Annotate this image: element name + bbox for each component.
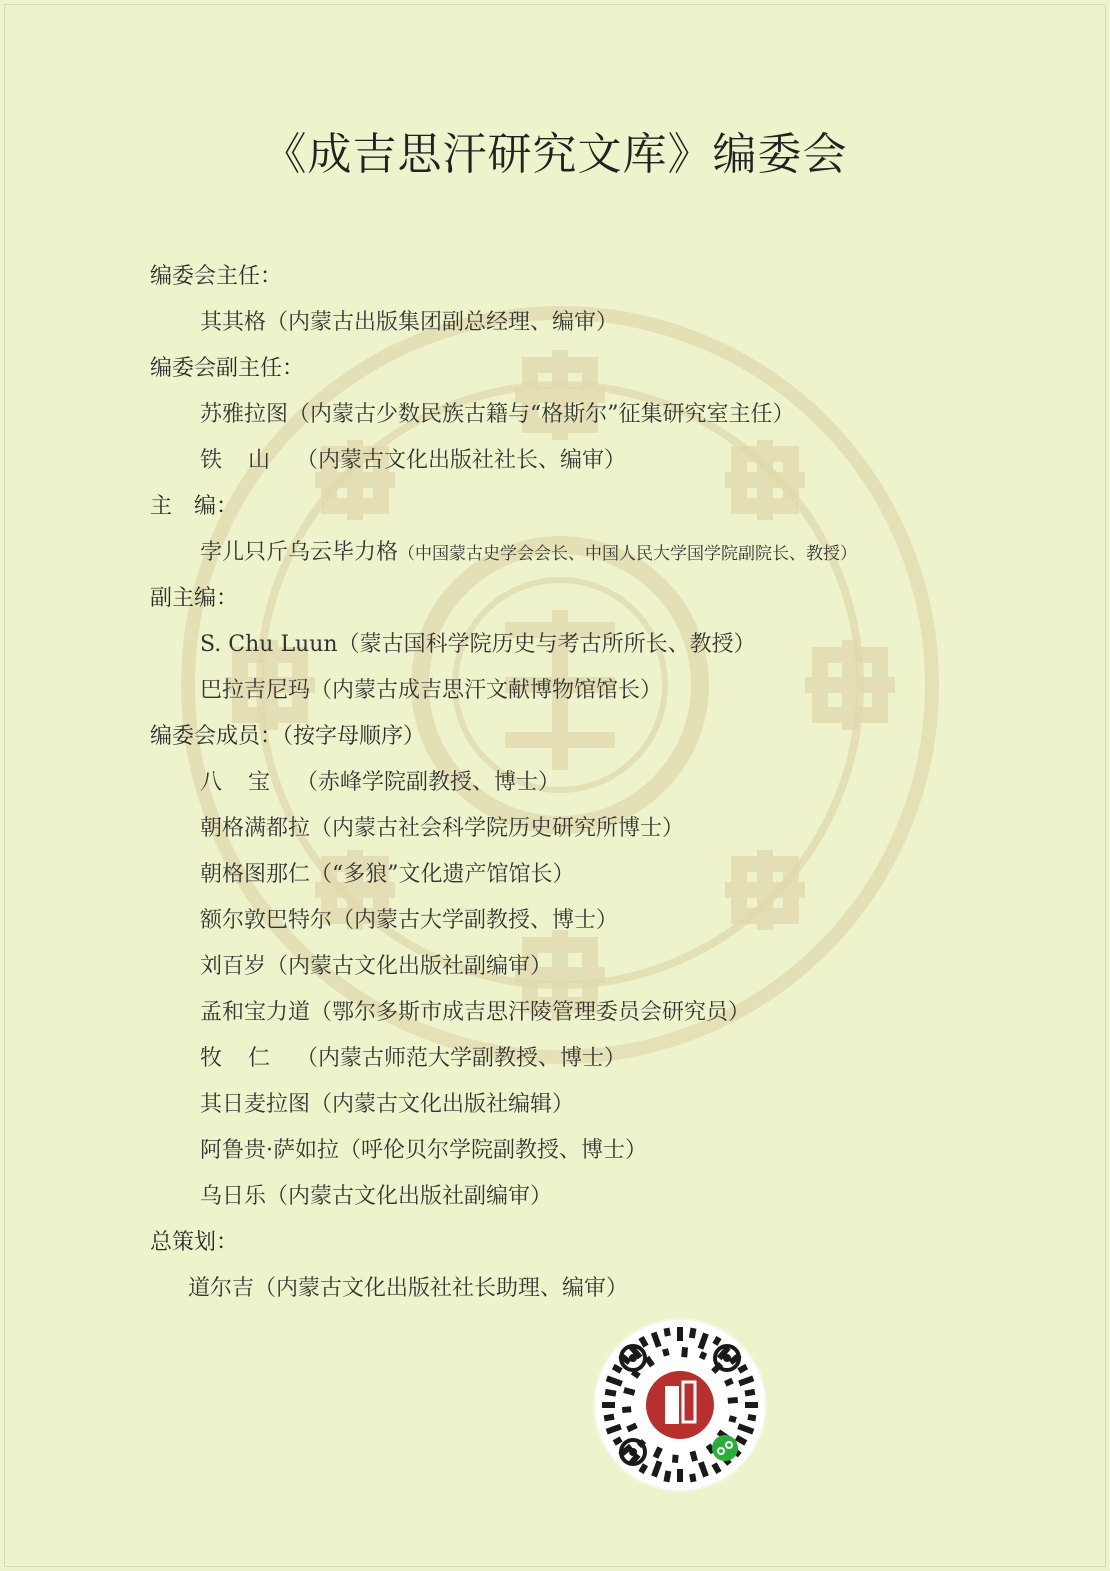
member-title: （内蒙古师范大学副教授、博士） [296,1046,627,1071]
member-name: 朝格图那仁 [200,862,311,887]
member-name: 铁山 [200,448,297,473]
member-name: 巴拉吉尼玛 [200,678,311,703]
member-entry [150,392,1050,438]
section-heading: 编委会主任： [150,264,283,289]
member-title: （呼伦贝尔学院副教授、博士） [339,1138,648,1163]
member-entry [150,898,1050,944]
member-title: （内蒙古大学副教授、博士） [332,908,619,933]
member-name: 牧仁 [200,1046,297,1071]
member-title: （鄂尔多斯市成吉思汗陵管理委员会研究员） [310,1000,751,1025]
member-entry [150,622,1050,668]
section-chief-planner [150,1220,1050,1312]
member-entry [150,806,1050,852]
member-entry [150,300,1050,346]
member-name: 孟和宝力道 [200,1000,311,1025]
section-director [150,254,1050,346]
page-title: 《成吉思汗研究文库》编委会 [262,129,848,180]
section-heading: 副主编： [150,586,239,611]
member-name: S. Chu Luun [200,632,338,657]
member-name: 其日麦拉图 [200,1092,311,1117]
wechat-icon [712,1435,738,1461]
committee-list [150,254,1050,1312]
member-entry [150,1036,1050,1082]
publisher-logo-icon [646,1371,714,1439]
section-members [150,714,1050,1220]
member-title: （蒙古国科学院历史与考古所所长、教授） [337,632,756,657]
member-title: （内蒙古文化出版社副编审） [266,954,553,979]
member-entry [150,530,1050,576]
member-entry [150,1174,1050,1220]
member-name: 孛儿只斤乌云毕力格 [200,540,399,565]
member-title: （内蒙古少数民族古籍与“格斯尔”征集研究室主任） [288,402,795,427]
section-heading: 总策划： [150,1230,239,1255]
section-heading: 主 编： [150,494,239,519]
member-title: （内蒙古成吉思汗文献博物馆馆长） [310,678,663,703]
member-name: 其其格 [200,310,267,335]
member-name: 八宝 [200,770,297,795]
member-entry [150,1082,1050,1128]
member-title: （内蒙古文化出版社社长、编审） [296,448,627,473]
member-name: 刘百岁 [200,954,267,979]
member-entry [150,852,1050,898]
member-entry [150,944,1050,990]
member-entry [150,1266,1050,1312]
member-entry [150,438,1050,484]
qr-code-graphic [595,1320,765,1490]
member-name: 朝格满都拉 [200,816,311,841]
member-title: （内蒙古出版集团副总经理、编审） [266,310,619,335]
member-name: 苏雅拉图 [200,402,289,427]
member-title: （内蒙古文化出版社副编审） [266,1184,553,1209]
member-title: （内蒙古社会科学院历史研究所博士） [310,816,685,841]
member-title: （“多狼”文化遗产馆馆长） [310,862,575,887]
member-name: 乌日乐 [200,1184,267,1209]
member-title: （赤峰学院副教授、博士） [296,770,561,795]
section-heading: 编委会副主任： [150,356,305,381]
member-title: （中国蒙古史学会会长、中国人民大学国学院副院长、教授） [398,544,858,564]
section-deputy-director [150,346,1050,484]
member-name: 阿鲁贵·萨如拉 [200,1138,339,1163]
member-name: 额尔敦巴特尔 [200,908,333,933]
member-entry [150,760,1050,806]
section-editor-in-chief [150,484,1050,576]
member-entry [150,1128,1050,1174]
mini-program-code[interactable] [595,1320,765,1490]
member-entry [150,668,1050,714]
section-heading: 编委会成员：（按字母顺序） [150,724,426,749]
section-deputy-editor [150,576,1050,714]
member-entry [150,990,1050,1036]
member-title: （内蒙古文化出版社社长助理、编审） [254,1276,629,1301]
member-title: （内蒙古文化出版社编辑） [310,1092,575,1117]
member-name: 道尔吉 [188,1276,255,1301]
